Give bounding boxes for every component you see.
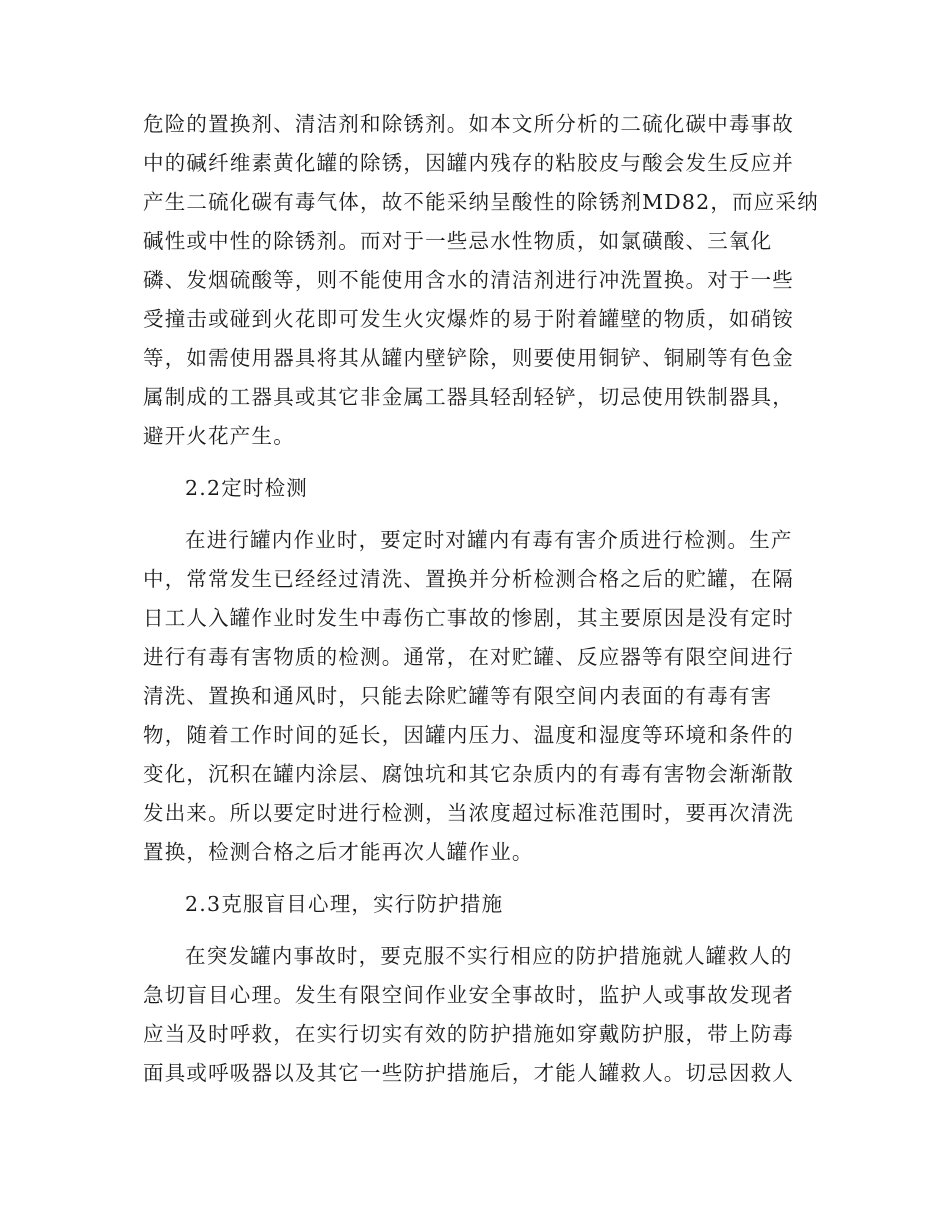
paragraph-line: 物，随着工作时间的延长，因罐内压力、温度和湿度等环境和条件的 (143, 723, 794, 747)
section-heading: 2.3克服盲目心理，实行防护措施 (185, 892, 504, 916)
paragraph-line: 在进行罐内作业时，要定时对罐内有毒有害介质进行检测。生产 (185, 528, 793, 552)
paragraph-line: 面具或呼吸器以及其它一些防护措施后，才能人罐救人。切忌因救人 (143, 1061, 794, 1085)
paragraph-line: 磷、发烟硫酸等，则不能使用含水的清洁剂进行冲洗置换。对于一些 (143, 268, 794, 292)
paragraph-line: 碱性或中性的除锈剂。而对于一些忌水性物质，如氯磺酸、三氧化 (143, 229, 773, 253)
paragraph-line: 中的碱纤维素黄化罐的除锈，因罐内残存的粘胶皮与酸会发生反应并 (143, 151, 794, 175)
paragraph-line: 避开火花产生。 (143, 424, 295, 448)
paragraph-line: 中，常常发生已经经过清洗、置换并分析检测合格之后的贮罐，在隔 (143, 567, 794, 591)
paragraph-line: 受撞击或碰到火花即可发生火灾爆炸的易于附着罐壁的物质，如硝铵 (143, 307, 794, 331)
paragraph-line: 属制成的工器具或其它非金属工器具轻刮轻铲，切忌使用铁制器具， (143, 385, 794, 409)
paragraph-line: 应当及时呼救，在实行切实有效的防护措施如穿戴防护服，带上防毒 (143, 1022, 794, 1046)
paragraph-line: 清洗、置换和通风时，只能去除贮罐等有限空间内表面的有毒有害 (143, 684, 773, 708)
paragraph-line: 发出来。所以要定时进行检测，当浓度超过标准范围时，要再次清洗 (143, 801, 794, 825)
paragraph-line: 日工人入罐作业时发生中毒伤亡事故的惨剧，其主要原因是没有定时 (143, 606, 794, 630)
paragraph-line: 置换，检测合格之后才能再次人罐作业。 (143, 840, 534, 864)
paragraph-line: 在突发罐内事故时，要克服不实行相应的防护措施就人罐救人的 (185, 944, 793, 968)
paragraph-line: 产生二硫化碳有毒气体，故不能采纳呈酸性的除锈剂MD82，而应采纳 (143, 190, 819, 214)
paragraph-line: 危险的置换剂、清洁剂和除锈剂。如本文所分析的二硫化碳中毒事故 (143, 112, 794, 136)
paragraph-line: 等，如需使用器具将其从罐内壁铲除，则要使用铜铲、铜刷等有色金 (143, 346, 794, 370)
paragraph-line: 变化，沉积在罐内涂层、腐蚀坑和其它杂质内的有毒有害物会渐渐散 (143, 762, 794, 786)
paragraph-line: 进行有毒有害物质的检测。通常，在对贮罐、反应器等有限空间进行 (143, 645, 794, 669)
paragraph-line: 急切盲目心理。发生有限空间作业安全事故时，监护人或事故发现者 (143, 983, 794, 1007)
section-heading: 2.2定时检测 (185, 476, 309, 500)
